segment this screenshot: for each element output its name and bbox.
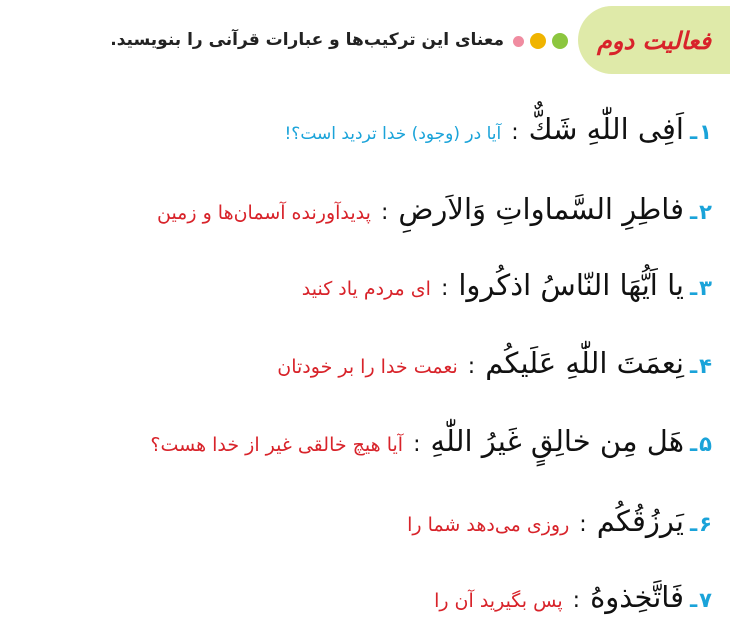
item-meaning: آیا در (وجود) خدا تردید است؟!: [284, 124, 502, 144]
item-meaning: پس بگیرید آن را: [434, 590, 563, 612]
item-meaning: روزی می‌دهد شما را: [407, 514, 570, 536]
activity-title-tab: [578, 6, 730, 74]
item-arabic: یا اَیُّهَا النّاسُ اذکُروا: [458, 268, 684, 302]
item-arabic: نِعمَتَ اللّٰهِ عَلَیکُم: [485, 346, 684, 380]
item-number: ۴: [699, 354, 712, 378]
item-number: ۷: [699, 588, 712, 612]
item-meaning: نعمت خدا را بر خودتان: [277, 356, 458, 378]
item-meaning: پدیدآورنده آسمان‌ها و زمین: [156, 202, 371, 224]
item-arabic: اَفِی اللّٰهِ شَكٌّ: [528, 112, 684, 146]
item-number: ۵: [699, 432, 712, 456]
list-item: ۳ ـ یا اَیُّهَا النّاسُ اذکُروا : ای مردم یاد کنید: [301, 268, 712, 302]
activity-title: فعالیت دوم: [597, 25, 711, 55]
list-item: ۵ ـ هَل مِن خالِقٍ غَیرُ اللّٰهِ : آیا هیچ خالقی غیر از خدا هست؟: [150, 424, 712, 458]
dot-pink-icon: [513, 36, 524, 47]
item-meaning: ای مردم یاد کنید: [301, 278, 431, 300]
decorative-dots: [513, 33, 568, 49]
list-item: ۴ ـ نِعمَتَ اللّٰهِ عَلَیکُم : نعمت خدا را بر خودتان: [277, 346, 712, 380]
instruction-text: معنای این ترکیب‌ها و عبارات قرآنی را بنویسید.: [110, 30, 504, 50]
list-item: ۱ ـ اَفِی اللّٰهِ شَكٌّ : آیا در (وجود) خدا تردید است؟!: [284, 112, 712, 146]
item-arabic: فاطِرِ السَّماواتِ وَالاَرضِ: [398, 192, 684, 226]
item-number: ۲: [699, 200, 712, 224]
item-number: ۶: [699, 512, 712, 536]
list-item: ۶ ـ یَرزُقُكُم : روزی می‌دهد شما را: [407, 504, 712, 538]
dot-yellow-icon: [530, 33, 546, 49]
item-arabic: یَرزُقُكُم: [596, 504, 684, 538]
item-arabic: فَاتَّخِذوهُ: [590, 580, 684, 614]
item-meaning: آیا هیچ خالقی غیر از خدا هست؟: [150, 434, 404, 456]
item-number: ۳: [699, 276, 712, 300]
dot-green-icon: [552, 33, 568, 49]
list-item: ۷ ـ فَاتَّخِذوهُ : پس بگیرید آن را: [434, 580, 712, 614]
list-item: ۲ ـ فاطِرِ السَّماواتِ وَالاَرضِ : پدیدآورنده آسمان‌ها و زمین: [156, 192, 712, 226]
item-arabic: هَل مِن خالِقٍ غَیرُ اللّٰهِ: [430, 424, 684, 458]
item-number: ۱: [699, 120, 712, 144]
